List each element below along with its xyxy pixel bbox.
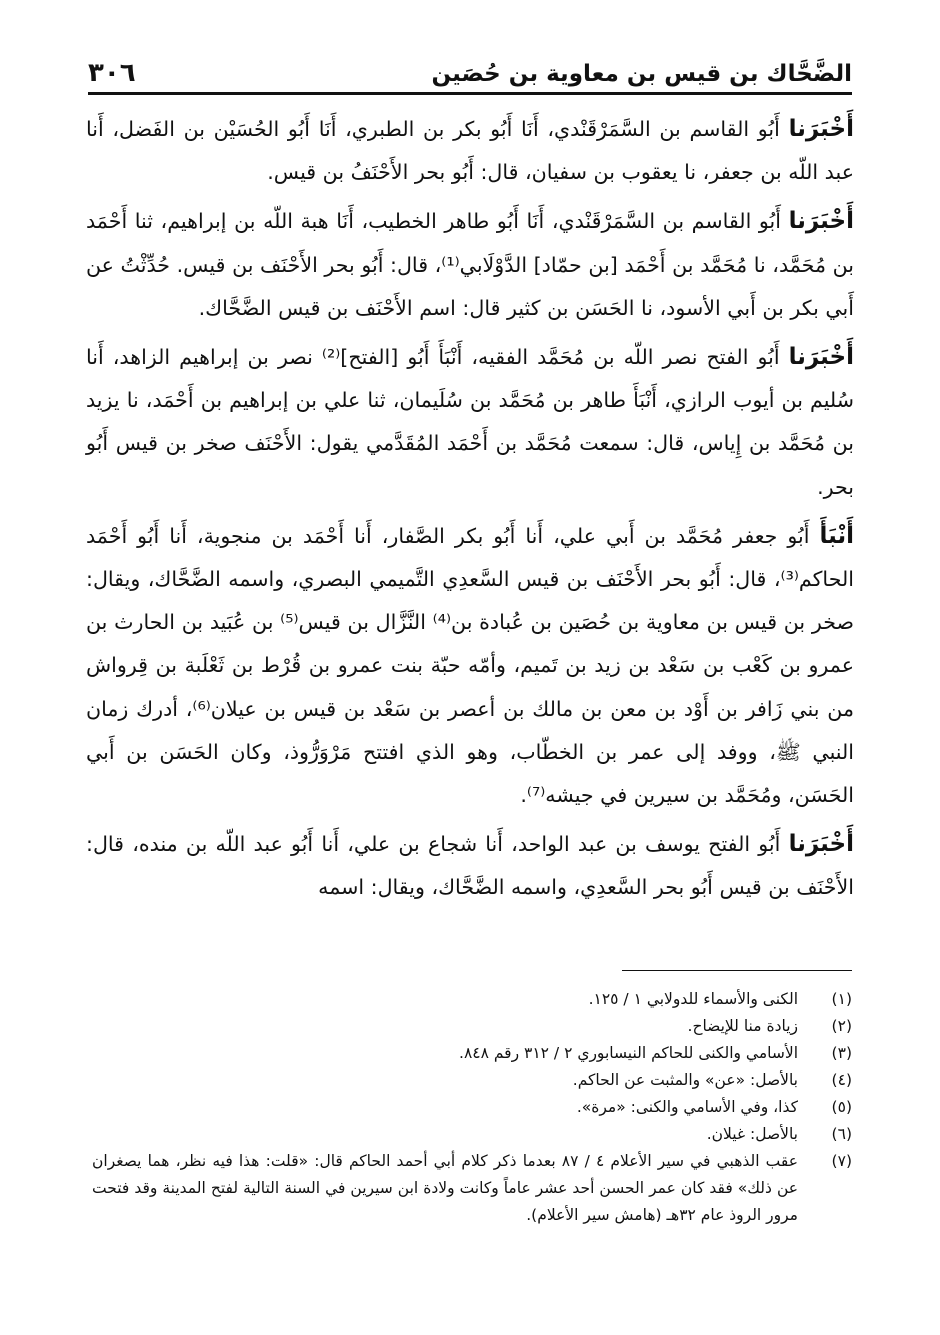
footnote-text: الأسامي والكنى للحاكم النيسابوري ٢ / ٣١٢ رقم ٨٤٨. (459, 1044, 798, 1062)
footnote (92, 986, 852, 1013)
footnote-divider (622, 970, 852, 971)
footnote-text: عقب الذهبي في سير الأعلام ٤ / ٨٧ بعدما ذكر كلام أبي أحمد الحاكم قال: «قلت: هذا فيه نظر، هما يصغران عن ذلك» فقد كان عمر الحسن أحد عشر عاماً وكانت ولادة ابن سيرين في السنة التالية لفتح المدينة وقد فتحت مرور الروذ عام ٣٢هـ (هامش سير الأعلام). (92, 1152, 798, 1224)
paragraph-text: أَبُو القاسم بن السَّمَرْقَنْدي، أَنَا أَبُو طاهر الخطيب، أَنَا هبة اللّه بن إبراهيم، ثنا أَحْمَد بن مُحَمَّد، نا مُحَمَّد بن أَحْمَد [بن حمّاد] الدَّوْلَابي⁽¹⁾، قال: أَبُو بحر الأَحْنَف بن قيس. حُدِّثْتُ عن أَبي بكر بن أَبي الأسود، نا الحَسَن بن كثير قال: اسم الأَحْنَف بن قيس الضَّحَّاك. (86, 209, 854, 320)
footnote (92, 1067, 852, 1094)
page-header (88, 50, 852, 95)
paragraph-text: أَبُو جعفر مُحَمَّد بن أَبي علي، أَنا أَبُو بكر الصَّفار، أَنا أَحْمَد بن منجوية، أَنا أَبُو أَحْمَد الحاكم⁽³⁾، قال: أَبُو بحر الأَحْنَف بن قيس السَّعدِي التَّميمي البصري، واسمه الضَّحَّاك، ويقال: صخر بن قيس بن معاوية بن حُصَين بن عُبادة بن⁽⁴⁾ النَّزَّال بن قيس⁽⁵⁾ بن عُبَيد بن الحارث بن عمرو بن كَعْب بن سَعْد بن زيد بن تَميم، وأمّه حبّة بنت عمرو بن قُرْط بن ثَعْلَبة بن قِرواش من بني زَافر بن أَوْد بن معن بن مالك بن أعصر بن سَعْد بن قيس بن عيلان⁽⁶⁾، أدرك زمان النبي ﷺ، ووفد إلى عمر بن الخطّاب، وهو الذي افتتح مَرْوَرُّوذ، وكان الحَسَن بن أَبي الحَسَن، ومُحَمَّد بن سيرين في جيشه⁽⁷⁾. (86, 523, 854, 808)
footnote-number: (٥) (831, 1098, 852, 1116)
paragraph (86, 336, 854, 509)
paragraph-text: أَبُو الفتح يوسف بن عبد الواحد، أَنا شجاع بن علي، أَنا أَبُو عبد اللّه بن منده، قال: الأَحْنَف بن قيس أَبُو بحر السَّعدِي، واسمه الضَّحَّاك، ويقال: اسمه (86, 832, 854, 900)
footnote-text: بالأصل: غيلان. (706, 1125, 798, 1143)
transmission-lead: أَخْبَرَنا (788, 208, 854, 235)
footnote-text: الكنى والأسماء للدولابي ١ / ١٢٥. (588, 990, 798, 1008)
running-head: الضَّحَّاك بن قيس بن معاوية بن حُصَين (431, 61, 852, 88)
paragraph (86, 823, 854, 909)
transmission-lead: أَنْبَأَ (819, 522, 854, 549)
transmission-lead: أَخْبَرَنا (788, 831, 854, 858)
footnote-number: (١) (831, 990, 852, 1008)
paragraph-text: أَبُو القاسم بن السَّمَرْقَنْدي، أَنَا أَبُو بكر بن الطبري، أَنَا أَبُو الحُسَيْن بن الفَضل، أَنا عبد اللّه بن جعفر، نا يعقوب بن سفيان، قال: أَبُو بحر الأَحْنَفُ بن قيس. (86, 117, 854, 185)
footnote-text: بالأصل: «عن» والمثبت عن الحاكم. (572, 1071, 798, 1089)
paragraph (86, 200, 854, 330)
paragraph-text: أَبُو الفتح نصر اللّه بن مُحَمَّد الفقيه، أَنْبَأَ أَبُو [الفتح]⁽²⁾ نصر بن إبراهيم الزاهد، أَنا سُليم بن أيوب الرازي، أَنْبَأَ طاهر بن مُحَمَّد بن سُلَيمان، ثنا علي بن إبراهيم بن أَحْمَد، نا يزيد بن مُحَمَّد بن إِياس، قال: سمعت مُحَمَّد بن أَحْمَد المُقَدَّمي يقول: الأَحْنَف صخر بن قيس أَبُو بحر. (86, 345, 854, 499)
footnote (92, 1013, 852, 1040)
footnote-number: (٣) (831, 1044, 852, 1062)
paragraph (86, 108, 854, 194)
footnote (92, 1148, 852, 1229)
footnote (92, 1121, 852, 1148)
main-text (86, 108, 854, 916)
page-number: ٣٠٦ (88, 57, 136, 88)
footnote-number: (٦) (831, 1125, 852, 1143)
footnote (92, 1094, 852, 1121)
footnotes (92, 986, 852, 1229)
footnote (92, 1040, 852, 1067)
footnote-number: (٤) (831, 1071, 852, 1089)
footnote-text: كذا، وفي الأسامي والكنى: «مرة». (576, 1098, 798, 1116)
transmission-lead: أَخْبَرَنا (788, 344, 854, 371)
footnote-number: (٢) (831, 1017, 852, 1035)
footnote-number: (٧) (831, 1152, 852, 1170)
transmission-lead: أَخْبَرَنا (788, 116, 854, 142)
paragraph (86, 515, 854, 817)
footnote-text: زيادة منا للإيضاح. (687, 1017, 798, 1035)
